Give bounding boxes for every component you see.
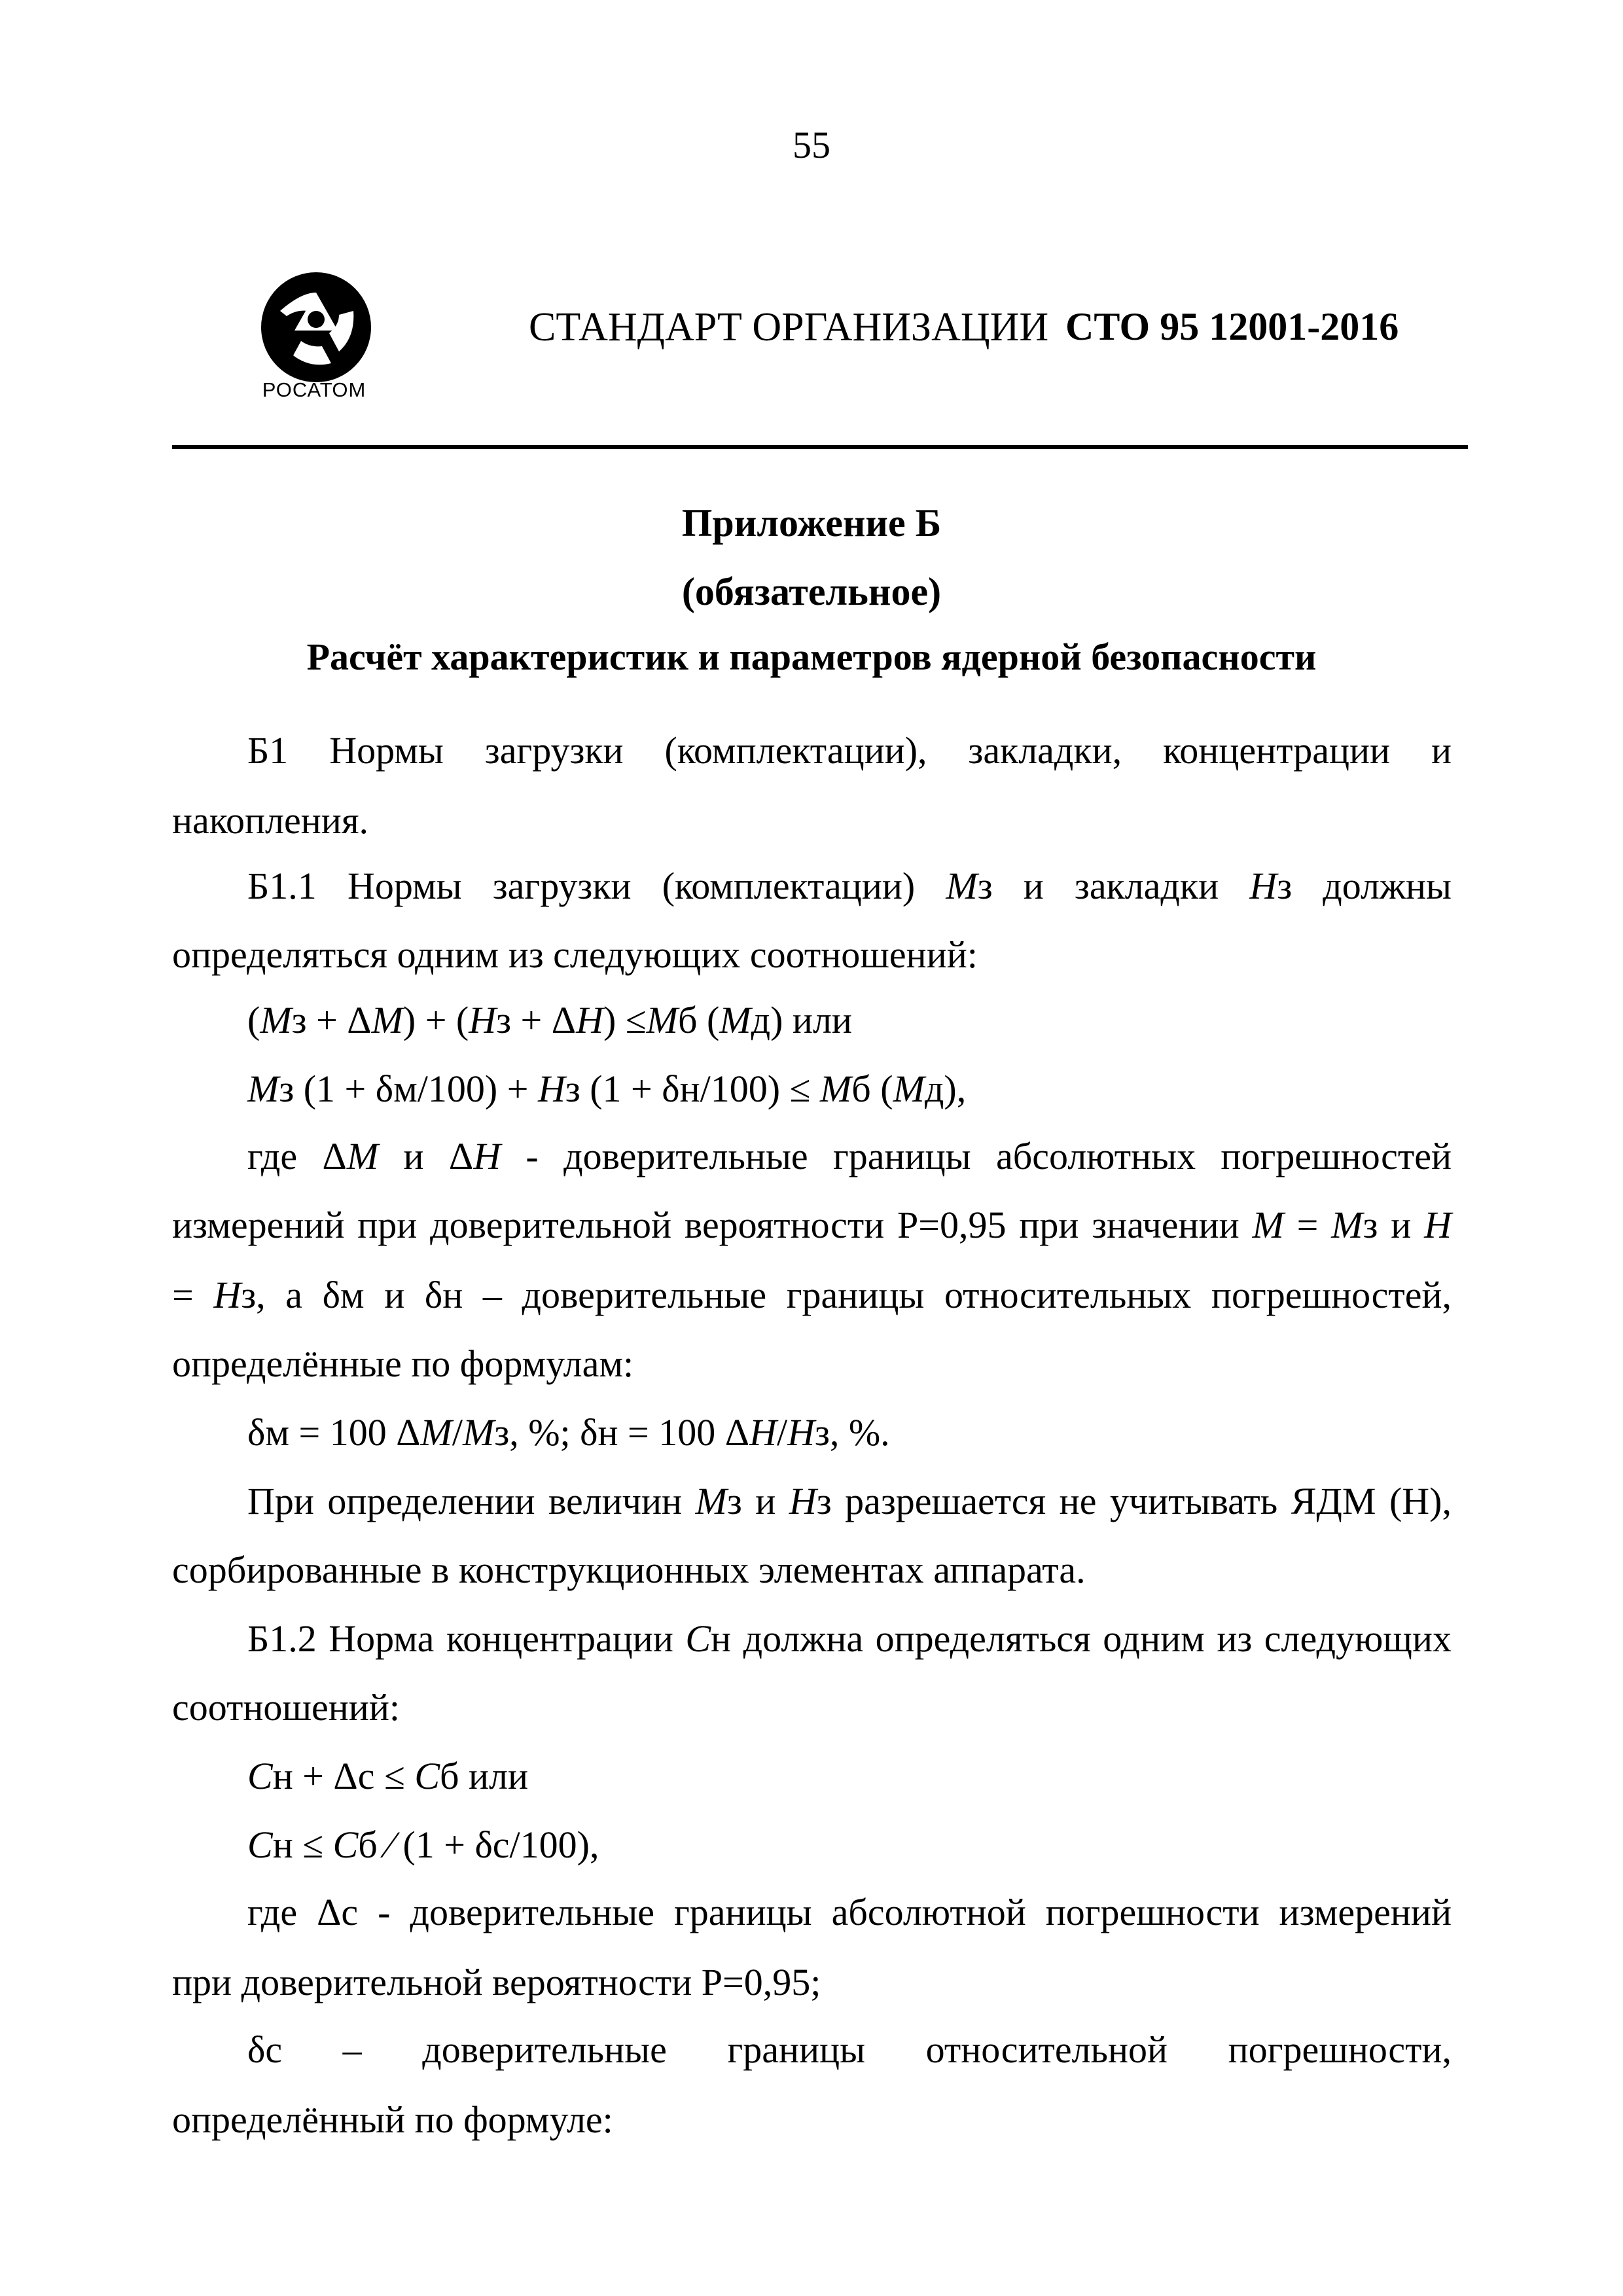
paragraph-b11-line: определяться одним из следующих соотношений:	[172, 933, 978, 976]
paragraph-where-line: определённые по формулам:	[172, 1342, 634, 1385]
logo-label: РОСАТОМ	[262, 378, 366, 401]
paragraph-where-line: = Нз, а δм и δн – доверительные границы относительных погрешностей,	[172, 1274, 1452, 1316]
paragraph-b11-line: Б1.1 Нормы загрузки (комплектации) Мз и закладки Нз должны	[247, 865, 1452, 907]
appendix-title: Приложение Б	[681, 501, 942, 545]
paragraph-b12-line: Б1.2 Норма концентрации Сн должна определяться одним из следующих	[247, 1617, 1452, 1660]
paragraph-delta-c-line: δс – доверительные границы относительной погрешности,	[247, 2028, 1452, 2071]
rosatom-emblem-icon	[254, 265, 385, 396]
header-divider	[172, 445, 1468, 449]
formula-concentration-norm: Сн + Δс ≤ Сб или	[247, 1755, 529, 1797]
formula-concentration-norm-relative: Сн ≤ Сб ⁄ (1 + δс/100),	[247, 1823, 599, 1866]
standard-title: СТАНДАРТ ОРГАНИЗАЦИИ	[529, 305, 1049, 350]
paragraph-b1-line: накопления.	[172, 799, 368, 842]
appendix-heading: Расчёт характеристик и параметров ядерной безопасности	[306, 636, 1317, 678]
paragraph-b1-line: Б1 Нормы загрузки (комплектации), закладки, концентрации и	[247, 729, 1452, 772]
page-number: 55	[793, 124, 830, 166]
paragraph-where-line: где ΔМ и ΔН - доверительные границы абсолютных погрешностей	[247, 1135, 1452, 1177]
formula-loading-norm-relative: Мз (1 + δм/100) + Нз (1 + δн/100) ≤ Мб (Мд),	[247, 1067, 967, 1110]
paragraph-delta-c-line: определённый по формуле:	[172, 2098, 613, 2141]
paragraph-where2-line: при доверительной вероятности Р=0,95;	[172, 1961, 821, 2003]
standard-code: СТО 95 12001-2016	[1065, 305, 1399, 348]
paragraph-where-line: измерений при доверительной вероятности Р=0,95 при значении М = Мз и Н	[172, 1204, 1452, 1246]
paragraph-note-line: При определении величин Мз и Нз разрешается не учитывать ЯДМ (Н),	[247, 1480, 1452, 1522]
formula-loading-norm: (Мз + ΔМ) + (Нз + ΔН) ≤Мб (Мд) или	[247, 999, 852, 1041]
appendix-status: (обязательное)	[681, 570, 942, 613]
paragraph-where2-line: где Δс - доверительные границы абсолютной погрешности измерений	[247, 1891, 1452, 1933]
paragraph-note-line: сорбированные в конструкционных элементах аппарата.	[172, 1549, 1086, 1591]
paragraph-b12-line: соотношений:	[172, 1686, 400, 1729]
formula-relative-errors: δм = 100 ΔМ/Мз, %; δн = 100 ΔН/Нз, %.	[247, 1411, 890, 1454]
